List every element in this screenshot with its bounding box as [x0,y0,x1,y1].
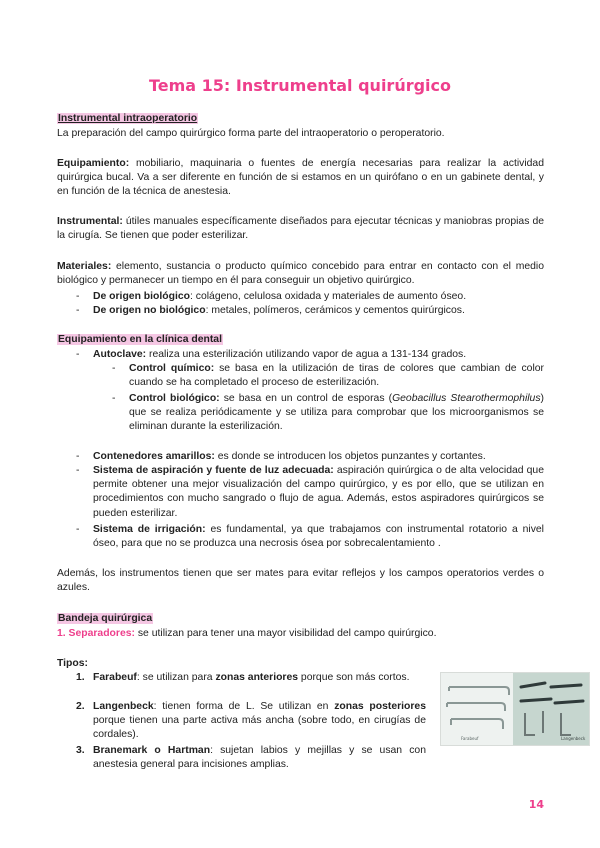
list-item-farabeuf: Farabeuf: se utilizan para zonas anteriores porque son más cortos. [93,672,410,683]
page-title: Tema 15: Instrumental quirúrgico [148,76,452,95]
list-item-irrigacion: Sistema de irrigación: es fundamental, ya que trabajamos con instrumental rotatorio a nivel óseo, para que no se produzca una necrosis ósea por sobrecalentamiento . [93,524,544,550]
paragraph-intro: La preparación del campo quirúrgico forma parte del intraoperatorio o peroperatorio. [57,128,445,139]
paragraph-equipamiento: Equipamiento: mobiliario, maquinaria o fuentes de energía necesarias para realizar la actividad quirúrgica bucal. Va a ser diferente en función de si estamos en un quirófano o en un gabinete dental, y en función de la técnica de anestesia. [57,158,544,198]
retractors-photo [440,672,590,746]
paragraph-instrumental: Instrumental: útiles manuales específicamente diseñados para ejecutar técnicas y maniobras propias de la cirugía. Se tienen que poder esterilizar. [57,216,544,242]
list-item-contenedores: Contenedores amarillos: es donde se introducen los objetos punzantes y cortantes. [93,451,486,462]
section-heading-intraoperatorio: Instrumental intraoperatorio [58,113,198,124]
list-item-autoclave: Autoclave: realiza una esterilización utilizando vapor de agua a 131-134 grados. [93,349,467,360]
list-item-control-biologico: Control biológico: se basa en un control de esporas (Geobacillus Stearothermophilus) que se realiza periódicamente y se utiliza para comprobar que los microorganismos se eliminan durante la esterilización. [129,393,545,433]
paragraph-separadores: 1. Separadores: se utilizan para tener una mayor visibilidad del campo quirúrgico. [57,628,437,639]
list-bullet: - [76,291,80,302]
paragraph-materiales: Materiales: elemento, sustancia o producto químico concebido para entrar en contacto con el medio biológico y permanecer un tiempo en él para conseguir un objetivo quirúrgico. [57,261,544,287]
list-bullet: - [76,349,80,360]
surgical-retractors-illustration [441,673,589,745]
list-bullet: - [76,524,80,535]
list-number: 3. [76,745,85,756]
list-bullet: - [112,363,116,374]
tipos-label: Tipos: [57,658,88,669]
list-bullet: - [76,451,80,462]
section-heading-bandeja: Bandeja quirúrgica [58,613,153,624]
paragraph-ademas: Además, los instrumentos tienen que ser mates para evitar reflejos y los campos operatorios verdes o azules. [57,568,544,594]
list-number: 1. [76,672,85,683]
list-item-control-quimico: Control químico: se basa en la utilización de tiras de colores que cambian de color cuando se ha completado el proceso de esterilización. [129,363,544,389]
page-number: 14 [528,798,544,811]
list-bullet: - [112,393,116,404]
list-item-origen-biologico: De origen biológico: colágeno, celulosa oxidada y materiales de aumento óseo. [93,291,467,302]
section-heading-equipamiento-clinica: Equipamiento en la clínica dental [58,334,222,345]
photo-caption-farabeuf: Farabeuf [461,736,479,741]
list-item-langenbeck: Langenbeck: tienen forma de L. Se utilizan en zonas posteriores porque tienen una parte activa más ancha (sobre todo, en cirugías de cordales). [93,701,426,741]
list-bullet: - [76,305,80,316]
list-number: 2. [76,701,85,712]
photo-caption-langenbeck: Langenbeck [561,736,586,741]
list-item-aspiracion: Sistema de aspiración y fuente de luz adecuada: aspiración quirúrgica o de alta velocidad que permite obtener una mejor visualización del campo quirúrgico, y es por ello, que se utilizan en procedimientos con mucho sangrado o flujo de agua. Además, estos aspiradores quirúrgicos se pueden esterilizar. [93,465,544,519]
list-item-origen-no-biologico: De origen no biológico: metales, polímeros, cerámicos y cementos quirúrgicos. [93,305,465,316]
list-bullet: - [76,465,80,476]
list-item-branemark: Branemark o Hartman: sujetan labios y mejillas y se usan con anestesia general para incisiones amplias. [93,745,426,771]
